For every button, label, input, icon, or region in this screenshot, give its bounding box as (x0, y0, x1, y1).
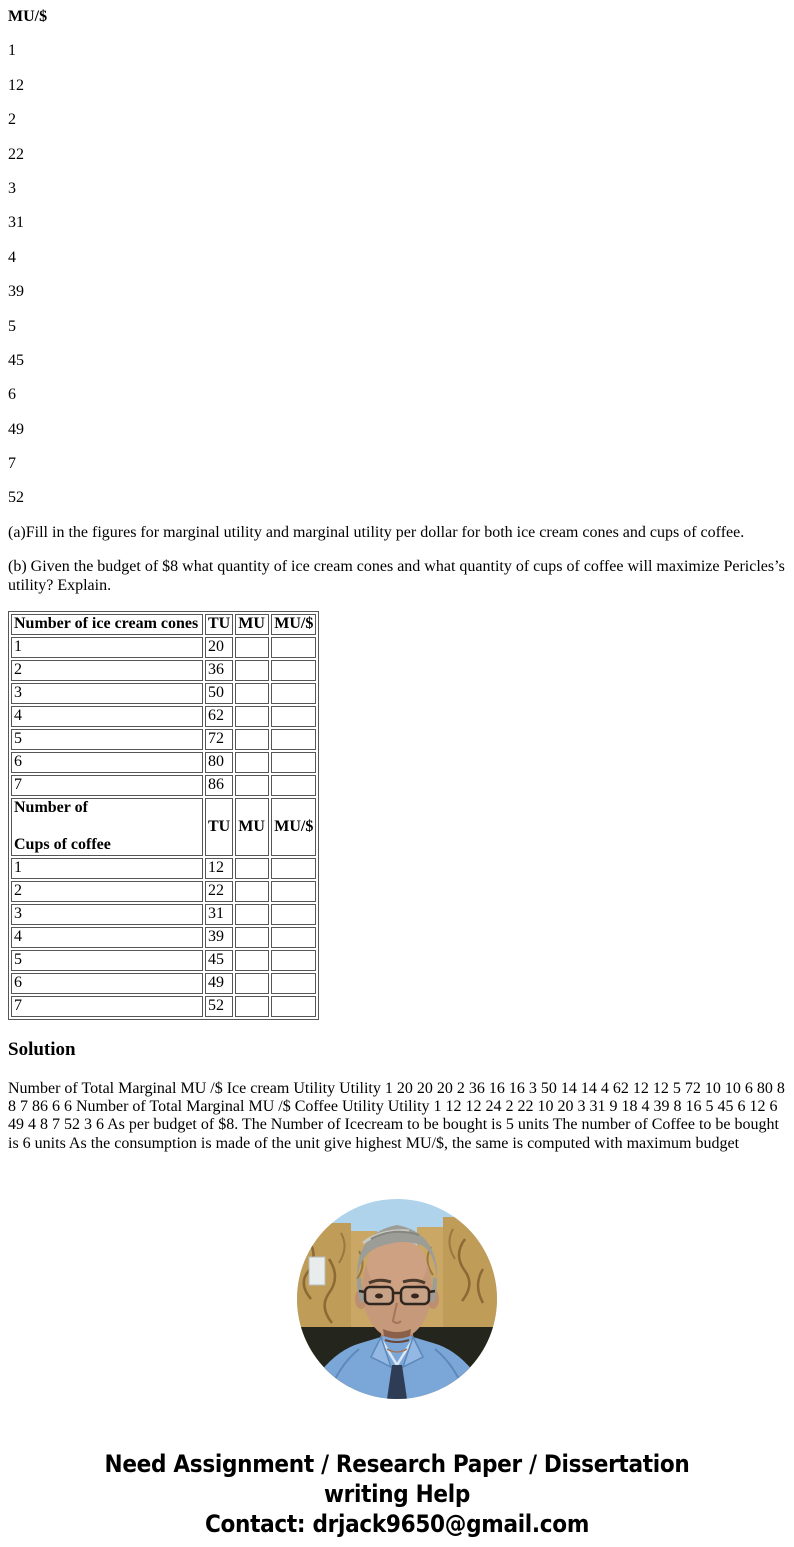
tu-cell: 39 (205, 927, 233, 948)
mu-per-dollar-cell-empty (271, 706, 316, 727)
mu-per-dollar-cell-empty (271, 752, 316, 773)
mu-per-dollar-cell-empty (271, 904, 316, 925)
tu-cell: 31 (205, 904, 233, 925)
quantity-cell: 4 (11, 927, 203, 948)
solution-text: Number of Total Marginal MU /$ Ice cream Utility Utility 1 20 20 20 2 36 16 16 3 50 14 14 4 62 12 12 5 72 10 10 6 80 8 8 7 86 6 6 Number of Total Marginal MU /$ Coffee Utility Utility 1 12 12 24 2 22 10 20 3 31 9 18 4 39 8 16 5 45 6 12 6 49 4 8 7 52 3 6 As per budget of $8. The Number of Icecream to be bought is 5 units The number of Coffee to be bought is 6 units As the consumption is made of the unit give highest MU/$, the same is computed with maximum budget (8, 1079, 785, 1152)
value-item: 12 (8, 76, 24, 94)
avatar-container (8, 1199, 786, 1399)
tu-cell: 49 (205, 973, 233, 994)
value-item: 6 (8, 386, 16, 404)
mu-cell-empty (235, 706, 269, 727)
quantity-cell: 1 (11, 858, 203, 879)
quantity-cell: 3 (11, 683, 203, 704)
mu-cell-empty (235, 950, 269, 971)
mu-per-dollar-cell-empty (271, 973, 316, 994)
value-item: 52 (8, 489, 24, 507)
quantity-cell: 2 (11, 660, 203, 681)
table-row (11, 858, 316, 879)
value-item: 39 (8, 283, 24, 301)
mu-per-dollar-header: MU/$ (271, 798, 316, 856)
quantity-cell: 7 (11, 775, 203, 796)
value-item: 7 (8, 455, 16, 473)
quantity-cell: 4 (11, 706, 203, 727)
mu-per-dollar-cell-empty (271, 927, 316, 948)
table-row (11, 729, 316, 750)
table-row (11, 950, 316, 971)
quantity-cell: 1 (11, 637, 203, 658)
coffee-header-row (11, 798, 316, 856)
footer-contact-line: Contact: drjack9650@gmail.com (204, 1510, 590, 1539)
quantity-cell: 5 (11, 729, 203, 750)
value-item: 45 (8, 351, 24, 369)
question-a: (a)Fill in the figures for marginal utility and marginal utility per dollar for both ice cream cones and cups of coffee. (8, 523, 745, 541)
table-row (11, 927, 316, 948)
tu-cell: 86 (205, 775, 233, 796)
value-item: 2 (8, 111, 16, 129)
mu-per-dollar-heading: MU/$ (8, 8, 48, 25)
table-row (11, 752, 316, 773)
mu-per-dollar-cell-empty (271, 637, 316, 658)
quantity-cell: 2 (11, 881, 203, 902)
table-row (11, 973, 316, 994)
mu-per-dollar-header: MU/$ (271, 614, 316, 635)
mu-cell-empty (235, 904, 269, 925)
tu-header: TU (205, 798, 233, 856)
footer-line: writing Help (323, 1480, 471, 1509)
question-b: (b) Given the budget of $8 what quantity of ice cream cones and what quantity of cups of coffee will maximize Pericles’s utility? Explain. (8, 558, 785, 594)
mu-header: MU (235, 798, 269, 856)
quantity-cell: 7 (11, 996, 203, 1017)
value-item: 49 (8, 420, 24, 438)
mu-cell-empty (235, 775, 269, 796)
value-item: 3 (8, 179, 16, 197)
quantity-cell: 6 (11, 973, 203, 994)
mu-cell-empty (235, 752, 269, 773)
value-item: 5 (8, 317, 16, 335)
quantity-cell: 6 (11, 752, 203, 773)
table-row (11, 996, 316, 1017)
mu-cell-empty (235, 996, 269, 1017)
mu-per-dollar-cell-empty (271, 996, 316, 1017)
tu-cell: 20 (205, 637, 233, 658)
mu-per-dollar-cell-empty (271, 858, 316, 879)
mu-per-dollar-cell-empty (271, 950, 316, 971)
value-item: 1 (8, 42, 16, 60)
coffee-header-label (11, 798, 203, 856)
mu-per-dollar-cell-empty (271, 683, 316, 704)
footer-line: Need Assignment / Research Paper / Dissertation (104, 1450, 690, 1479)
quantity-cell: 3 (11, 904, 203, 925)
ice-cream-header-row (11, 614, 316, 635)
value-item: 31 (8, 214, 24, 232)
tu-cell: 36 (205, 660, 233, 681)
mu-per-dollar-cell-empty (271, 881, 316, 902)
coffee-header-line2: Cups of coffee (14, 836, 111, 854)
solution-heading: Solution (8, 1038, 76, 1060)
mu-cell-empty (235, 637, 269, 658)
tu-cell: 80 (205, 752, 233, 773)
tu-cell: 22 (205, 881, 233, 902)
tu-cell: 72 (205, 729, 233, 750)
table-row (11, 660, 316, 681)
value-item: 22 (8, 145, 24, 163)
mu-cell-empty (235, 858, 269, 879)
mu-cell-empty (235, 660, 269, 681)
mu-cell-empty (235, 881, 269, 902)
utility-table (8, 611, 319, 1020)
mu-per-dollar-cell-empty (271, 775, 316, 796)
ice-cream-header-label: Number of ice cream cones (11, 614, 203, 635)
tu-cell: 12 (205, 858, 233, 879)
table-row (11, 775, 316, 796)
table-row (11, 637, 316, 658)
footer-banner (8, 1449, 786, 1539)
avatar (297, 1199, 497, 1399)
tutor-photo-illustration (297, 1199, 497, 1399)
mu-cell-empty (235, 683, 269, 704)
mu-cell-empty (235, 927, 269, 948)
tu-header: TU (205, 614, 233, 635)
coffee-header-line1: Number of (14, 799, 88, 817)
mu-cell-empty (235, 729, 269, 750)
value-item: 4 (8, 248, 16, 266)
table-row (11, 904, 316, 925)
table-row (11, 706, 316, 727)
tu-cell: 52 (205, 996, 233, 1017)
tu-cell: 45 (205, 950, 233, 971)
table-row (11, 683, 316, 704)
mu-cell-empty (235, 973, 269, 994)
mu-per-dollar-cell-empty (271, 660, 316, 681)
mu-per-dollar-cell-empty (271, 729, 316, 750)
tu-cell: 50 (205, 683, 233, 704)
tu-cell: 62 (205, 706, 233, 727)
table-row (11, 881, 316, 902)
quantity-cell: 5 (11, 950, 203, 971)
mu-header: MU (235, 614, 269, 635)
